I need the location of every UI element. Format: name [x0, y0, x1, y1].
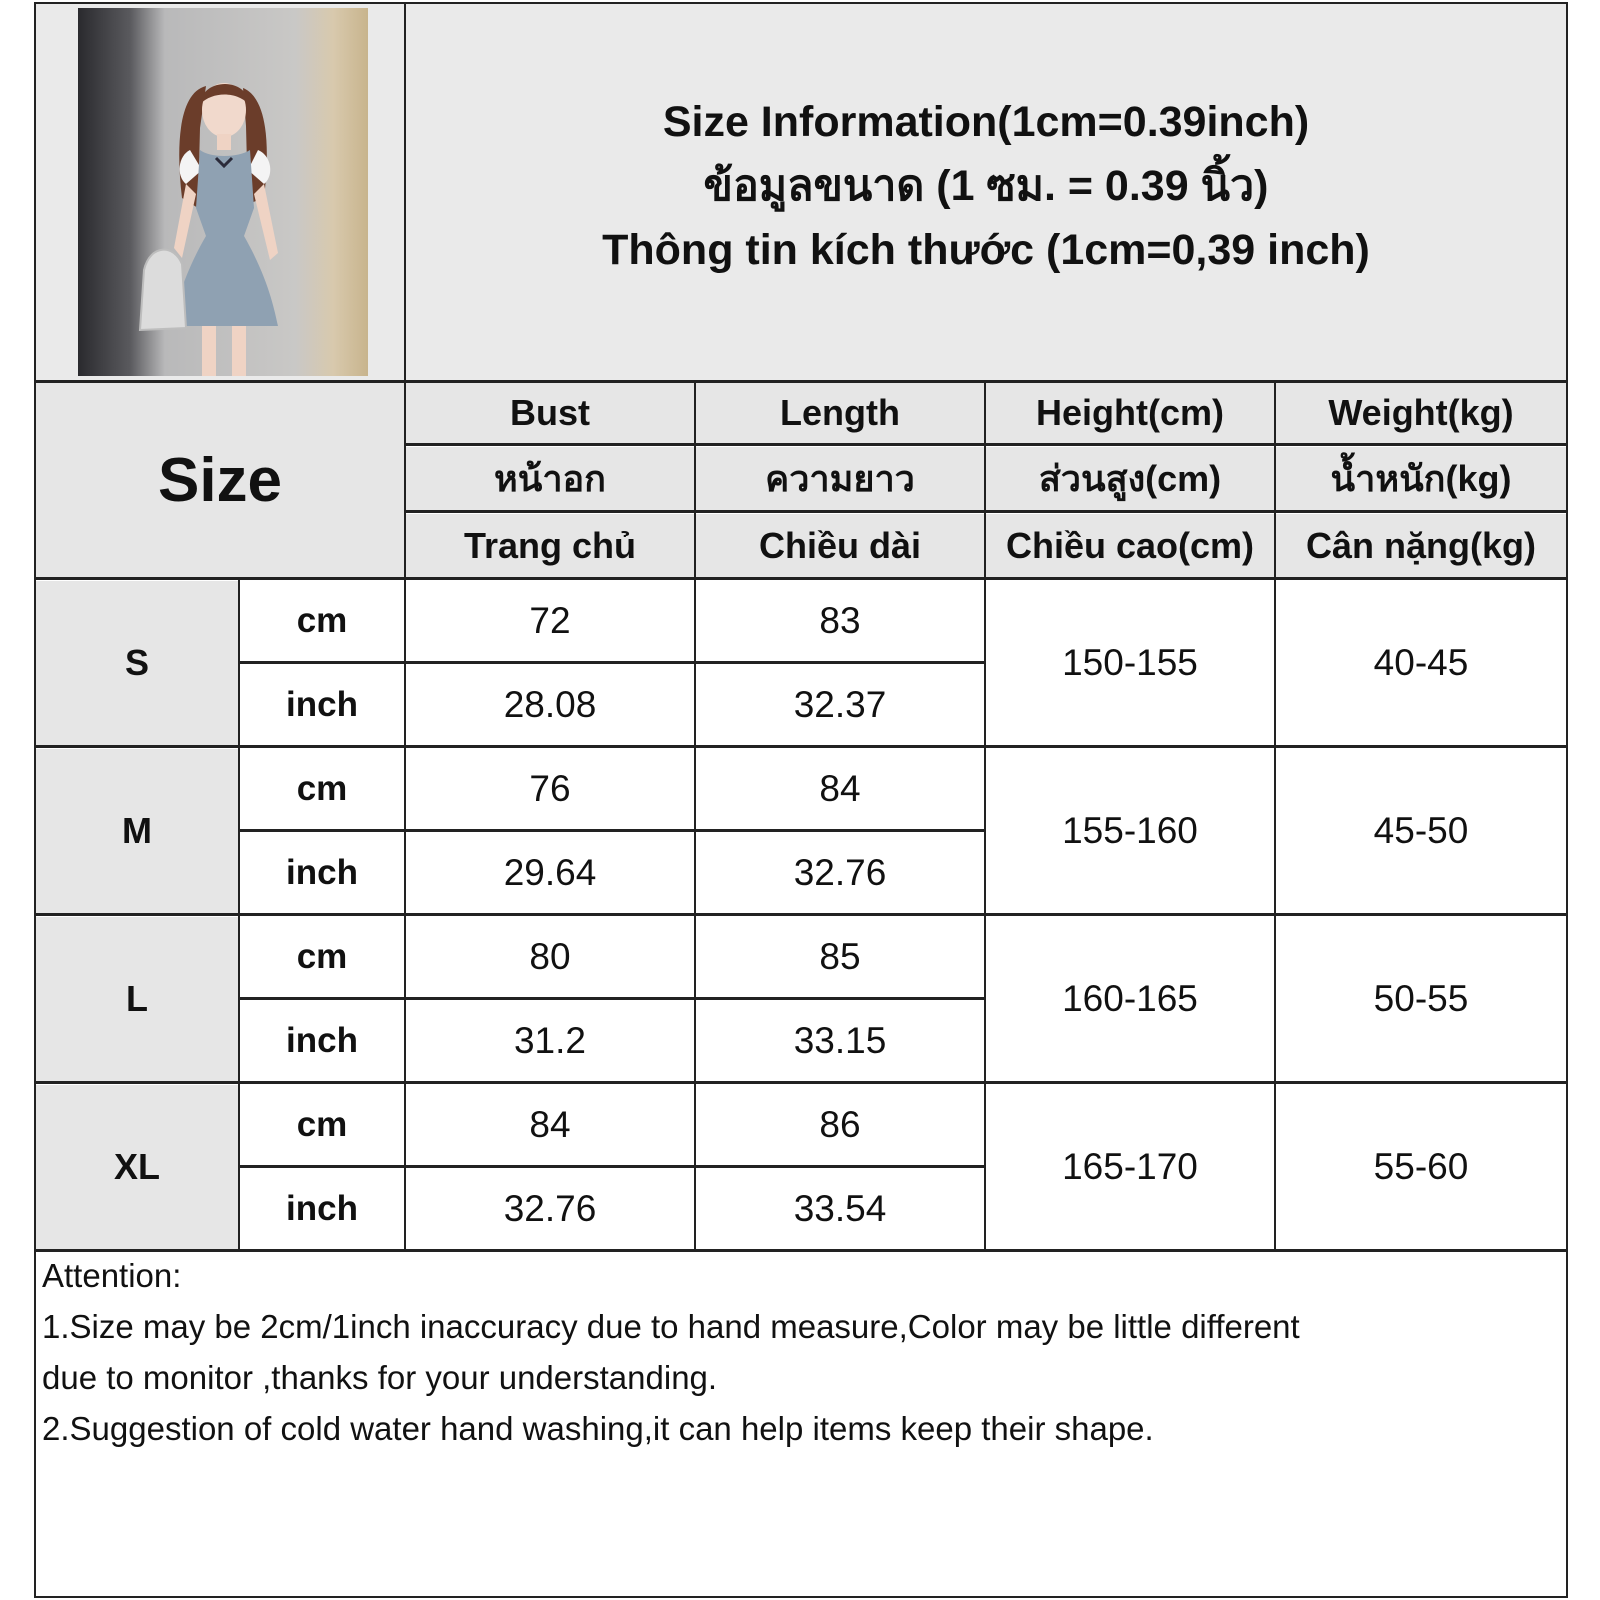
grid-line	[238, 661, 986, 664]
grid-line	[34, 745, 1568, 748]
grid-line	[694, 381, 696, 1251]
col-height-th: ส่วนสูง(cm)	[986, 447, 1274, 510]
notes-heading: Attention:	[42, 1257, 182, 1294]
col-bust-en: Bust	[406, 383, 694, 443]
weight-s: 40-45	[1373, 642, 1469, 683]
bust-cm-l: 80	[529, 936, 571, 977]
height-m: 155-160	[1062, 810, 1198, 851]
bust-cm-m: 76	[529, 768, 571, 809]
grid-line	[238, 1165, 986, 1168]
col-bust-vi: Trang chủ	[406, 514, 694, 577]
weight-m: 45-50	[1373, 810, 1469, 851]
col-weight-en: Weight(kg)	[1276, 383, 1566, 443]
bust-inch-s: 28.08	[503, 683, 597, 725]
grid-line	[404, 510, 1568, 513]
grid-line	[238, 997, 986, 1000]
bust-cm-s: 72	[529, 600, 571, 641]
col-height-en: Height(cm)	[986, 383, 1274, 443]
product-photo	[78, 8, 368, 376]
unit-inch-label: inch	[286, 1188, 358, 1228]
bust-inch-l: 31.2	[513, 1019, 586, 1061]
height-l: 160-165	[1062, 978, 1198, 1019]
title-thai: ข้อมูลขนาด (1 ซม. = 0.39 นิ้ว)	[703, 162, 1269, 210]
length-inch-s: 32.37	[793, 683, 887, 725]
bust-inch-m: 29.64	[503, 851, 597, 893]
grid-line	[404, 4, 406, 1251]
grid-line	[34, 577, 1568, 580]
col-weight-vi: Cân nặng(kg)	[1276, 514, 1566, 577]
col-length-th: ความยาว	[696, 447, 984, 510]
unit-inch-label: inch	[286, 684, 358, 724]
bust-cm-xl: 84	[529, 1104, 571, 1145]
notes-line-1-cont: due to monitor ,thanks for your understanding.	[42, 1359, 718, 1396]
size-m-label: M	[36, 749, 238, 913]
size-header: Size	[36, 383, 404, 577]
length-cm-m: 84	[819, 768, 861, 809]
size-l-label: L	[36, 917, 238, 1081]
height-xl: 165-170	[1062, 1146, 1198, 1187]
col-weight-th: น้ำหนัก(kg)	[1276, 447, 1566, 510]
unit-cm-label: cm	[296, 601, 348, 640]
unit-cm-label: cm	[296, 937, 348, 976]
title-cell	[406, 4, 1566, 380]
unit-cm-label: cm	[296, 769, 348, 808]
size-s-label: S	[36, 581, 238, 745]
size-xl-label: XL	[36, 1085, 238, 1249]
length-inch-m: 32.76	[793, 851, 887, 893]
grid-line	[34, 1081, 1568, 1084]
grid-line	[238, 829, 986, 832]
title-english: Size Information(1cm=0.39inch)	[662, 98, 1310, 146]
col-length-vi: Chiều dài	[696, 514, 984, 577]
height-s: 150-155	[1062, 642, 1198, 683]
col-bust-th: หน้าอก	[406, 447, 694, 510]
grid-line	[238, 579, 240, 1251]
length-cm-l: 85	[819, 936, 861, 977]
length-cm-xl: 86	[819, 1104, 861, 1145]
unit-inch-label: inch	[286, 852, 358, 892]
grid-line	[34, 380, 1568, 383]
notes-line-2: 2.Suggestion of cold water hand washing,it can help items keep their shape.	[42, 1410, 1154, 1447]
unit-cm-label: cm	[296, 1105, 348, 1144]
grid-line	[404, 443, 1568, 446]
grid-line	[1274, 381, 1276, 1251]
weight-xl: 55-60	[1373, 1146, 1469, 1187]
length-inch-l: 33.15	[793, 1019, 887, 1061]
col-length-en: Length	[696, 383, 984, 443]
length-cm-s: 83	[819, 600, 861, 641]
notes-line-1: 1.Size may be 2cm/1inch inaccuracy due to hand measure,Color may be little different	[42, 1308, 1300, 1345]
grid-line	[984, 381, 986, 1251]
product-photo-cell	[36, 4, 406, 380]
bust-inch-xl: 32.76	[503, 1187, 597, 1229]
grid-line	[34, 913, 1568, 916]
unit-inch-label: inch	[286, 1020, 358, 1060]
attention-notes	[42, 1250, 1562, 1454]
col-height-vi: Chiều cao(cm)	[986, 514, 1274, 577]
title-vietnamese: Thông tin kích thước (1cm=0,39 inch)	[602, 226, 1370, 274]
length-inch-xl: 33.54	[793, 1187, 887, 1229]
weight-l: 50-55	[1373, 978, 1469, 1019]
